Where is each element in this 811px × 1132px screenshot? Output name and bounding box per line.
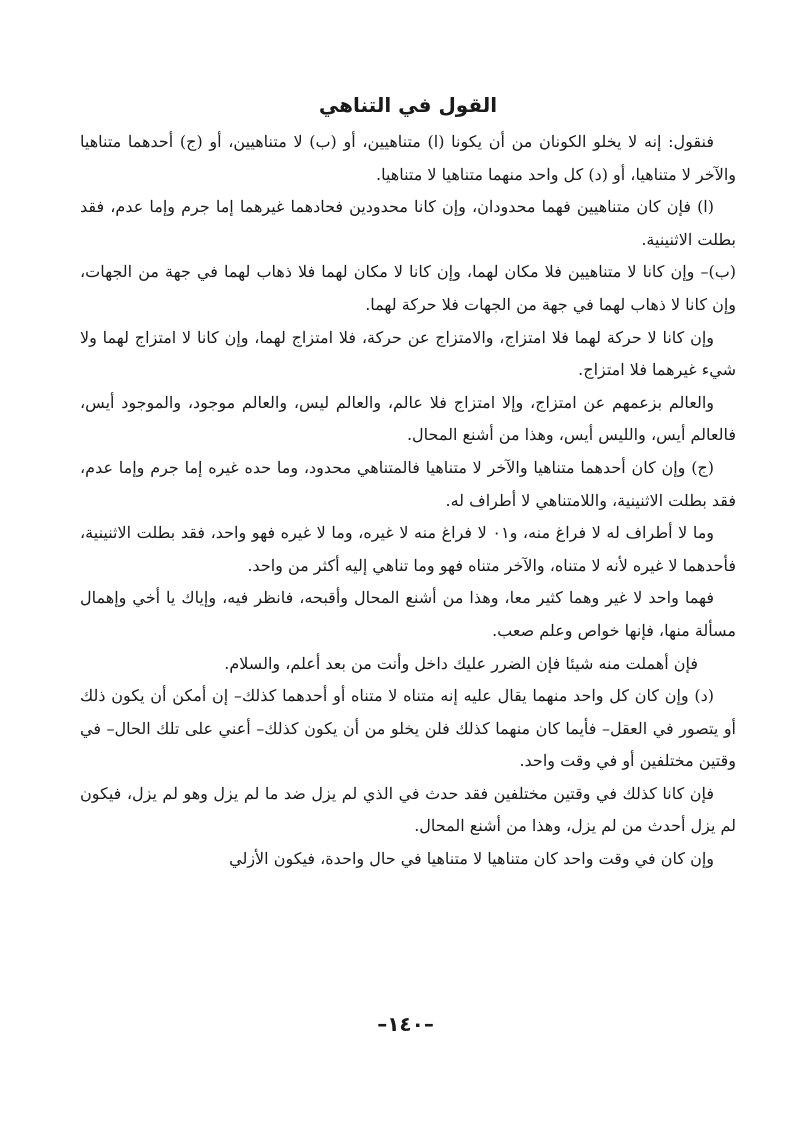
- paragraph-motion: وإن كانا لا حركة لهما فلا امتزاج، والامتزاج عن حركة، فلا امتزاج لهما، وإن كانا لا امتزاج لهما ولا شيء غيرهما فلا امتزاج.: [80, 327, 736, 380]
- paragraph-case-d: (د) وإن كان كل واحد منهما يقال عليه إنه متناه لا متناه أو أحدهما كذلك– إن أمكن أن يكون ذلك أو يتصور في العقل– فأيما كان منهما كذلك فلن يخلو من أن يكون كذلك– أعني على تلك الحال– في وقتين مختلفين أو في وقت واحد.: [80, 686, 736, 771]
- paragraph-case-a: (ا) فإن كان متناهيين فهما محدودان، وإن كانا محدودين فحادهما غيرهما إما جرم وإما عدم، فقد بطلت الاثنينية.: [80, 197, 736, 249]
- paragraph-warning: فإن أهملت منه شيئا فإن الضرر عليك داخل وأنت من بعد أعلم، والسلام.: [224, 653, 698, 673]
- body-text: [80, 126, 736, 876]
- paragraph-case-c: (ج) وإن كان أحدهما متناهيا والآخر لا متناهيا فالمتناهي محدود، وما حده غيره إما جرم وإما عدم، فقد بطلت الاثنينية، واللامتناهي لا أطراف له.: [80, 457, 736, 510]
- paragraph-case-b: (ب)– وإن كانا لا متناهيين فلا مكان لهما، وإن كانا لا مكان لهما فلا ذهاب لهما في جهة من الجهات، وإن كانا لا ذهاب لهما في جهة من الجهات فلا حركة لهما.: [80, 262, 737, 314]
- page-number: –١٤٠–: [377, 1012, 434, 1036]
- paragraph-one-many: فهما واحد لا غير وهما كثير معا، وهذا من أشنع المحال وأقبحه، فانظر فيه، وإياك يا أخي وإهمال مسألة منها، فإنها خواص وعلم صعب.: [80, 588, 736, 640]
- paragraph-one-time: وإن كان في وقت واحد كان متناهيا لا متناهيا في حال واحدة، فيكون الأزلي: [229, 849, 714, 869]
- paragraph-intro: فنقول: إنه لا يخلو الكونان من أن يكونا (ا) متناهيين، أو (ب) لا متناهيين، أو (ج) أحدهما متناهيا والآخر لا متناهيا، أو (د) كل واحد منهما متناهيا لا متناهيا.: [80, 132, 736, 184]
- paragraph-two-times: فإن كانا كذلك في وقتين مختلفين فقد حدث في الذي لم يزل ضد ما لم يزل وهو لم يزل، فيكون لم يزل أحدث من لم يزل، وهذا من أشنع المحال.: [80, 783, 736, 836]
- paragraph-limits: وما لا أطراف له لا فراغ منه، و٠١ لا فراغ منه لا غيره، وما لا غيره فهو واحد، فقد بطلت الاثنينية، فأحدهما لا غيره لأنه لا متناه، والآخر متناه فهو وما تناهي إليه أكثر من واحد.: [80, 523, 736, 575]
- document-page: [80, 88, 736, 876]
- section-title: القول في التناهي: [318, 93, 498, 117]
- paragraph-world: والعالم بزعمهم عن امتزاج، وإلا امتزاج فلا عالم، والعالم ليس، والعالم موجود، والموجود أيس، فالعالم أيس، والليس أيس، وهذا من أشنع المحال.: [80, 392, 736, 445]
